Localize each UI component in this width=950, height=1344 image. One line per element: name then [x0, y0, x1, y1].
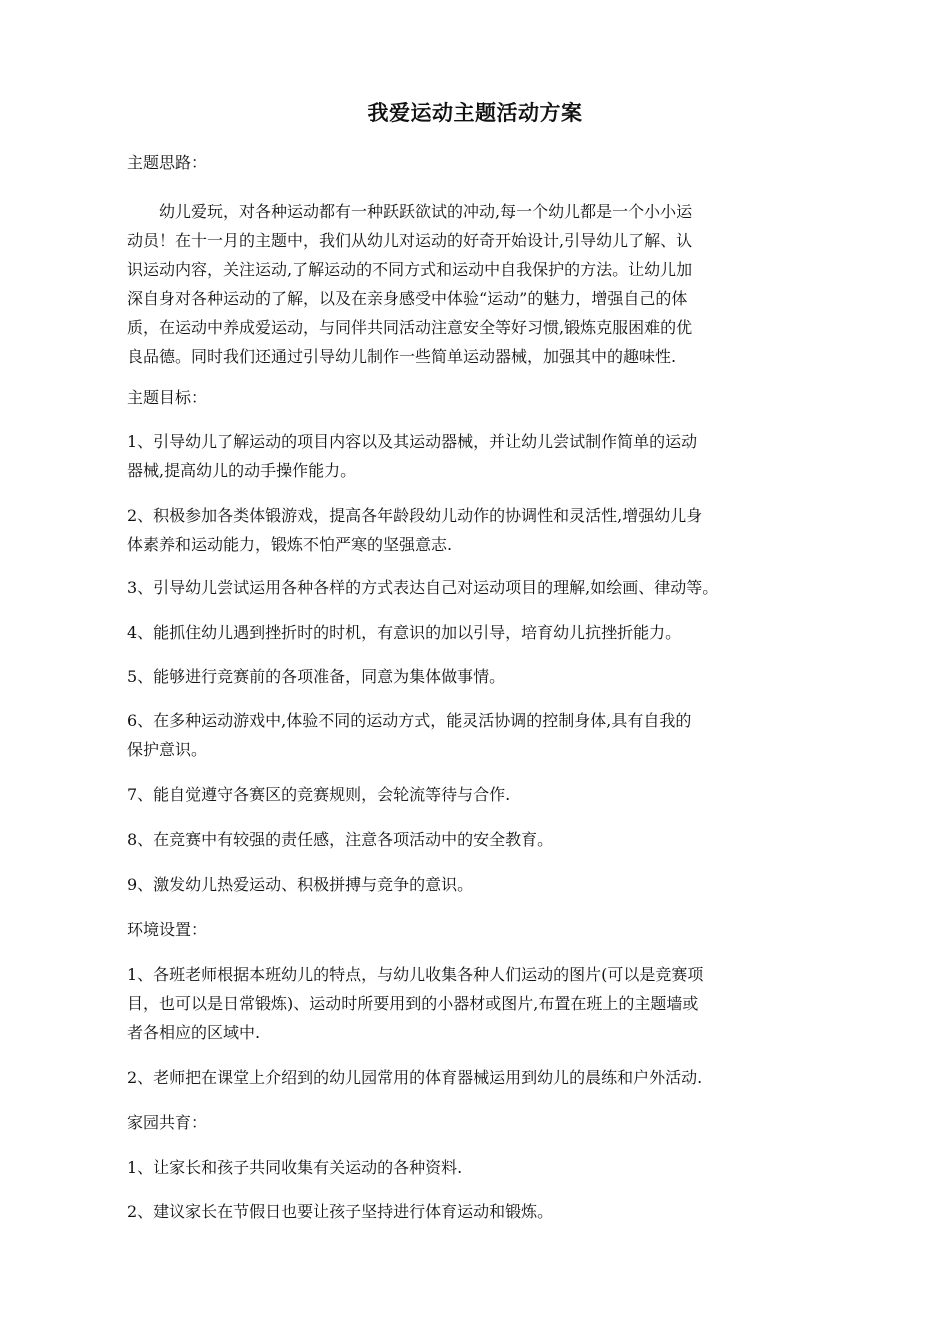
goal-item-1: [127, 427, 827, 485]
document-title: 我爱运动主题活动方案: [367, 100, 583, 125]
paragraph-line: 质，在运动中养成爱运动，与同伴共同活动注意安全等好习惯,锻炼克服困难的优: [127, 318, 693, 337]
section-heading-home: [127, 1108, 827, 1137]
home-item-2: [127, 1197, 827, 1226]
paragraph-line: 识运动内容，关注运动,了解运动的不同方式和运动中自我保护的方法。让幼儿加: [127, 260, 693, 279]
paragraph-line: 动员！在十一月的主题中，我们从幼儿对运动的好奇开始设计,引导幼儿了解、认: [127, 231, 693, 250]
goal-line: 6、在多种运动游戏中,体验不同的运动方式，能灵活协调的控制身体,具有自我的: [127, 711, 692, 730]
goal-line: 1、引导幼儿了解运动的项目内容以及其运动器械，并让幼儿尝试制作简单的运动: [127, 432, 698, 451]
goal-item-7: [127, 780, 827, 809]
env-line: 1、各班老师根据本班幼儿的特点，与幼儿收集各种人们运动的图片(可以是竞赛项: [127, 965, 704, 984]
section-heading-idea: [127, 148, 827, 177]
env-line: 者各相应的区域中.: [127, 1023, 261, 1042]
goal-line: 3、引导幼儿尝试运用各种各样的方式表达自己对运动项目的理解,如绘画、律动等。: [127, 578, 719, 597]
goal-line: 器械,提高幼儿的动手操作能力。: [127, 461, 357, 480]
env-line: 目，也可以是日常锻炼)、运动时所要用到的小器材或图片,布置在班上的主题墙或: [127, 994, 699, 1013]
heading-text: 主题思路：: [127, 153, 208, 172]
env-line: 2、老师把在课堂上介绍到的幼儿园常用的体育器械运用到幼儿的晨练和户外活动.: [127, 1068, 703, 1087]
goal-item-9: [127, 870, 827, 899]
home-item-1: [127, 1153, 827, 1182]
section-heading-goals: [127, 383, 827, 412]
goal-line: 保护意识。: [127, 740, 208, 759]
paragraph-line: 幼儿爱玩，对各种运动都有一种跃跃欲试的冲动,每一个幼儿都是一个小小运: [127, 202, 693, 221]
goal-line: 8、在竞赛中有较强的责任感，注意各项活动中的安全教育。: [127, 830, 554, 849]
goal-line: 9、激发幼儿热爱运动、积极拼搏与竞争的意识。: [127, 875, 474, 894]
goal-item-6: [127, 706, 827, 764]
goal-item-8: [127, 825, 827, 854]
paragraph-line: 深自身对各种运动的了解，以及在亲身感受中体验“运动”的魅力，增强自己的体: [127, 289, 688, 308]
goal-line: 4、能抓住幼儿遇到挫折时的时机，有意识的加以引导，培育幼儿抗挫折能力。: [127, 623, 682, 642]
home-line: 2、建议家长在节假日也要让孩子坚持进行体育运动和锻炼。: [127, 1202, 554, 1221]
section-heading-environment: [127, 915, 827, 944]
env-item-2: [127, 1063, 827, 1092]
goal-line: 2、积极参加各类体锻游戏，提高各年龄段幼儿动作的协调性和灵活性,增强幼儿身: [127, 506, 703, 525]
heading-text: 家园共育：: [127, 1113, 208, 1132]
goal-item-3: [127, 573, 827, 602]
goal-item-2: [127, 501, 827, 559]
goal-line: 体素养和运动能力，锻炼不怕严寒的坚强意志.: [127, 535, 453, 554]
heading-text: 主题目标：: [127, 388, 208, 407]
paragraph-line: 良品德。同时我们还通过引导幼儿制作一些简单运动器械，加强其中的趣味性.: [127, 347, 677, 366]
idea-paragraph: [127, 197, 827, 371]
goal-item-4: [127, 618, 827, 647]
goal-line: 7、能自觉遵守各赛区的竞赛规则，会轮流等待与合作.: [127, 785, 511, 804]
env-item-1: [127, 960, 827, 1047]
goal-item-5: [127, 662, 827, 691]
home-line: 1、让家长和孩子共同收集有关运动的各种资料.: [127, 1158, 463, 1177]
heading-text: 环境设置：: [127, 920, 208, 939]
goal-line: 5、能够进行竞赛前的各项准备，同意为集体做事情。: [127, 667, 506, 686]
